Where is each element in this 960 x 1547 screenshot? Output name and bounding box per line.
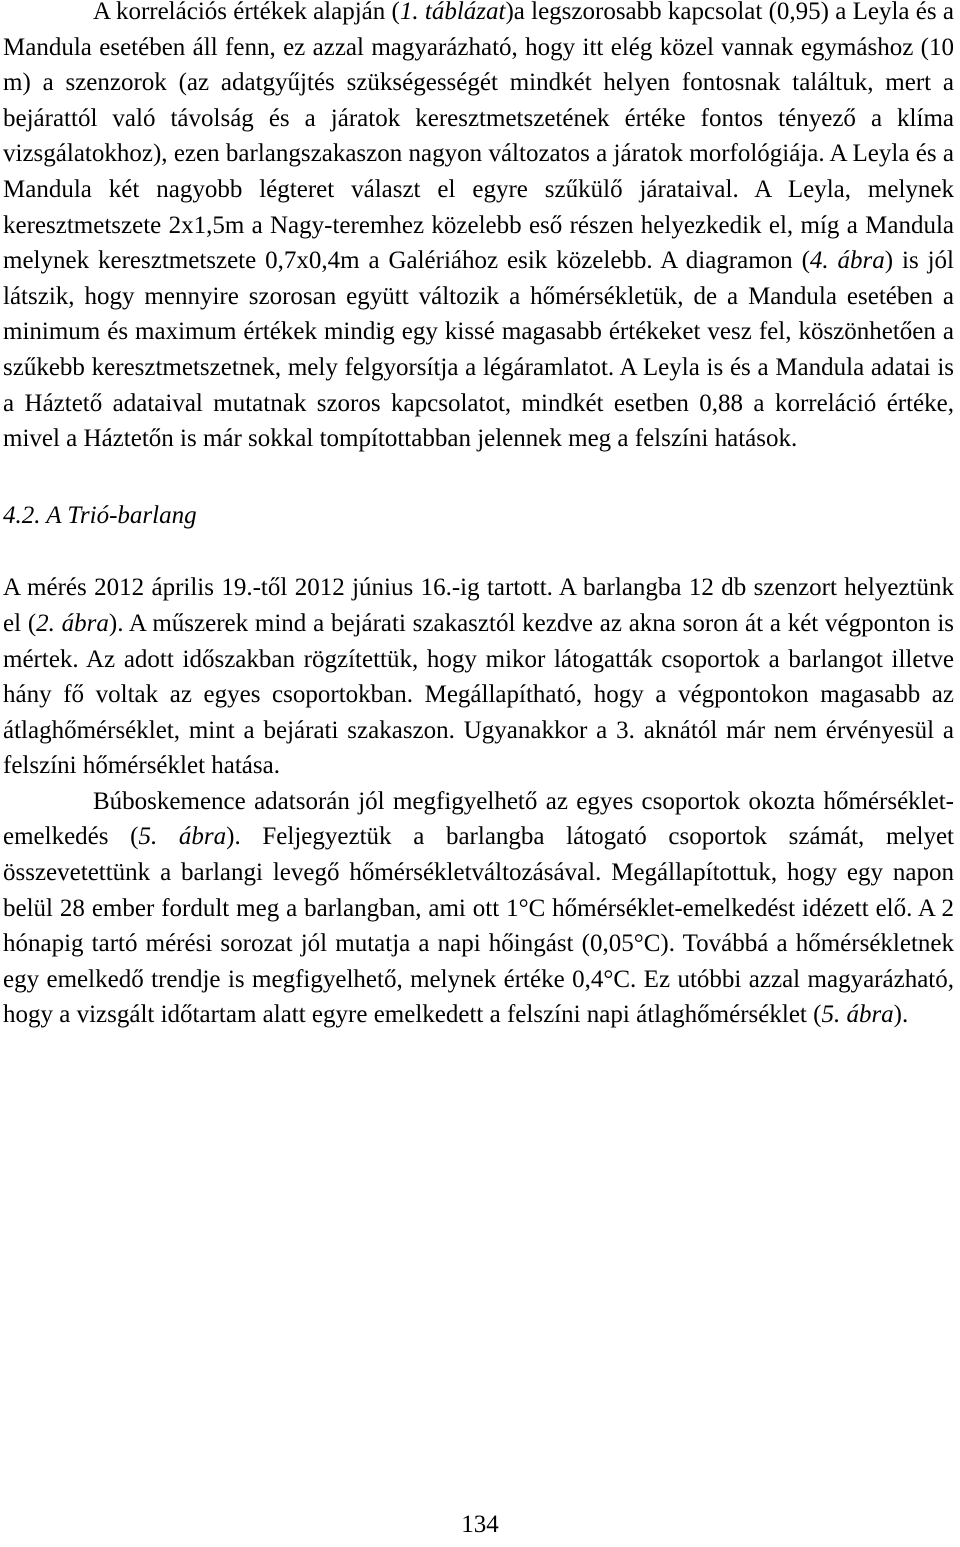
figure-reference: 2. ábra — [36, 609, 109, 637]
document-page — [3, 0, 954, 1033]
figure-reference: 5. ábra — [138, 823, 227, 851]
text-segment: )a legszorosabb kapcsolat (0,95) a Leyla és a Mandula esetében áll fenn, ez azzal magyarázható, hogy itt elég közel vannak egymáshoz (10 m) a szenzorok (az adatgyűjtés szükségességét mindkét helyen fontosnak találtuk, mert a bejárattól való távolság és a járatok keresztmetszetének értéke fontos tényező a klíma vizsgálatokhoz), ezen barlangszakaszon nagyon változatos a járatok morfológiája. A Leyla és a Mandula két nagyobb légteret választ el egyre szűkülő járataival. A Leyla, melynek keresztmetszete 2x1,5m a Nagy-teremhez közelebb eső részen helyezkedik el, míg a Mandula melynek keresztmetszete 0,7x0,4m a Galériához esik közelebb. A diagramon ( — [3, 0, 954, 275]
table-reference: 1. táblázat — [399, 0, 506, 25]
text-segment: A korrelációs értékek alapján ( — [93, 0, 400, 25]
text-segment: ). A műszerek mind a bejárati szakasztól kezdve az akna soron át a két végponton is mértek. Az adott időszakban rögzítettük, hogy mikor látogatták csoportok a barlangot illetve hány fő voltak az egyes csoportokban. Megállapítható, hogy a végpontokon magasabb az átlaghőmérséklet, mint a bejárati szakaszon. Ugyanakkor a 3. aknától már nem érvényesül a felszíni hőmérséklet hatása. — [3, 609, 955, 780]
text-segment: ). Feljegyeztük a barlangba látogató csoportok számát, melyet összevetettünk a barlangi levegő hőmérsékletváltozásával. Megállapítottuk, hogy egy napon belül 28 ember fordult meg a barlangban, ami ott 1°C hőmérséklet-emelkedést idézett elő. A 2 hónapig tartó mérési sorozat jól mutatja a napi hőingást (0,05°C). Továbbá a hőmérsékletnek egy emelkedő trendje is megfigyelhető, melynek értéke 0,4°C. Ez utóbbi azzal magyarázható, hogy a vizsgált időtartam alatt egyre emelkedett a felszíni napi átlaghőmérséklet ( — [3, 823, 954, 1029]
paragraph-measurement — [3, 570, 954, 784]
figure-reference: 5. ábra — [821, 1001, 894, 1029]
text-segment: ) is jól látszik, hogy mennyire szorosan együtt változik a hőmérsékletük, de a Mandula esetében a minimum és maximum értékek mindig egy kissé magasabb értékeket vesz fel, köszönhetően a szűkebb keresztmetszetnek, mely felgyorsítja a légáramlatot. A Leyla is és a Mandula adatai is a Háztető adataival mutatnak szoros kapcsolatot, mindkét esetben 0,88 a korreláció értéke, mivel a Háztetőn is már sokkal tompítottabban jelennek meg a felszíni hatások. — [3, 247, 954, 453]
text-segment: ). — [893, 1001, 909, 1029]
page-number: 134 — [461, 1511, 499, 1538]
paragraph-bubokemence — [3, 784, 954, 1033]
paragraph-correlation — [3, 0, 954, 457]
text-segment: Búboskemence adatsorán jól megfigyelhető az egyes csoportok okozta hőmérséklet-emelkedés ( — [3, 787, 954, 851]
figure-reference: 4. ábra — [809, 247, 885, 275]
section-heading: 4.2. A Trió-barlang — [3, 501, 197, 529]
text-segment: A mérés 2012 április 19.-től 2012 június 16.-ig tartott. A barlangba 12 db szenzort helyeztünk el ( — [3, 574, 954, 637]
